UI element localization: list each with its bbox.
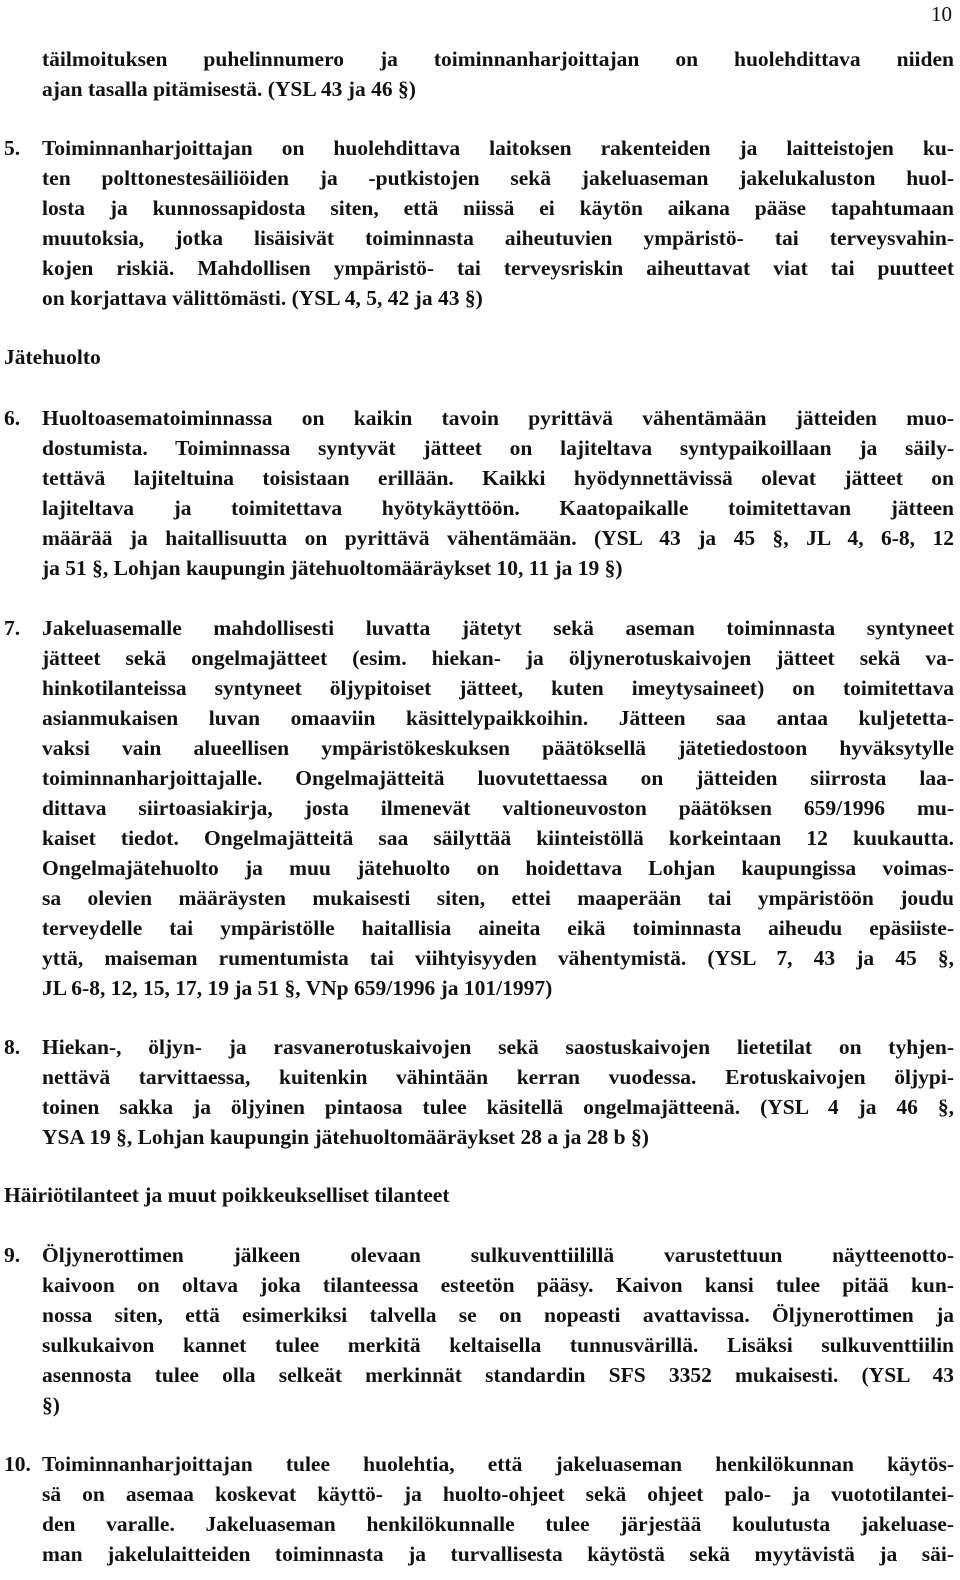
text-line: dostumista. Toiminnassa syntyvät jätteet on lajiteltava syntypaikoillaan ja säily- — [42, 436, 954, 460]
item-number: 5. — [4, 136, 21, 160]
text-line: sulkukaivon kannet tulee merkitä keltaisella tunnusvärillä. Lisäksi sulkuventtiilin — [42, 1333, 954, 1357]
text-line: Toiminnanharjoittajan on huolehdittava laitoksen rakenteiden ja laitteistojen ku- — [42, 136, 954, 160]
text-line: ja 51 §, Lohjan kaupungin jätehuoltomääräykset 10, 11 ja 19 §) — [42, 556, 623, 580]
text-line: toiminnanharjoittajalle. Ongelmajätteitä luovutettaessa on jätteiden siirrosta laa- — [42, 766, 954, 790]
text-line: terveydelle tai ympäristölle haitallisia aineita eikä toiminnasta aiheudu epäsiiste- — [42, 916, 954, 940]
text-line: yttä, maiseman rumentumista tai viihtyisyyden vähentymistä. (YSL 7, 43 ja 45 §, — [42, 946, 954, 970]
text-line: Ongelmajätehuolto ja muu jätehuolto on hoidettava Lohjan kaupungissa voimas- — [42, 856, 954, 880]
text-line: jätteet sekä ongelmajätteet (esim. hiekan- ja öljynerotuskaivojen jätteet sekä va- — [42, 646, 954, 670]
text-line: Öljynerottimen jälkeen olevaan sulkuventtiilillä varustettuun näytteenotto- — [42, 1243, 954, 1267]
section-heading: Jätehuolto — [4, 345, 101, 369]
text-line: Huoltoasematoiminnassa on kaikin tavoin pyrittävä vähentämään jätteiden muo- — [42, 406, 954, 430]
text-line: YSA 19 §, Lohjan kaupungin jätehuoltomääräykset 28 a ja 28 b §) — [42, 1125, 649, 1149]
text-line: hinkotilanteissa syntyneet öljypitoiset jätteet, kuten imeytysaineet) on toimitettava — [42, 676, 954, 700]
text-line: nossa siten, että esimerkiksi talvella se on nopeasti avattavissa. Öljynerottimen ja — [42, 1303, 954, 1327]
text-line: man jakelulaitteiden toiminnasta ja turvallisesta käytöstä sekä myytävistä ja säi- — [42, 1542, 954, 1566]
text-line: losta ja kunnossapidosta siten, että niissä ei käytön aikana pääse tapahtumaan — [42, 196, 954, 220]
page-number: 10 — [931, 2, 952, 26]
text-line: kojen riskiä. Mahdollisen ympäristö- tai terveysriskin aiheuttavat viat tai puutteet — [42, 256, 954, 280]
text-line: kaiset tiedot. Ongelmajätteitä saa säilyttää kiinteistöllä korkeintaan 12 kuukautta. — [42, 826, 954, 850]
item-number: 6. — [4, 406, 21, 430]
text-line: asianmukaisen luvan omaaviin käsittelypaikkoihin. Jätteen saa antaa kuljetetta- — [42, 706, 954, 730]
text-line: den varalle. Jakeluaseman henkilökunnalle tulee järjestää koulutusta jakeluase- — [42, 1512, 954, 1536]
text-line: ajan tasalla pitämisestä. (YSL 43 ja 46 §) — [42, 77, 416, 101]
text-line: ten polttonestesäiliöiden ja -putkistojen sekä jakeluaseman jakelukaluston huol- — [42, 166, 954, 190]
text-line: on korjattava välittömästi. (YSL 4, 5, 42 ja 43 §) — [42, 286, 483, 310]
item-number: 7. — [4, 616, 21, 640]
section-heading: Häiriötilanteet ja muut poikkeukselliset tilanteet — [4, 1183, 450, 1207]
text-line: kaivoon on oltava joka tilanteessa esteetön pääsy. Kaivon kansi tulee pitää kun- — [42, 1273, 954, 1297]
text-line: muutoksia, jotka lisäisivät toiminnasta aiheutuvien ympäristö- tai terveysvahin- — [42, 226, 954, 250]
text-line: dittava siirtoasiakirja, josta ilmenevät valtioneuvoston päätöksen 659/1996 mu- — [42, 796, 954, 820]
text-line: toinen sakka ja öljyinen pintaosa tulee käsitellä ongelmajätteenä. (YSL 4 ja 46 §, — [42, 1095, 954, 1119]
text-line: Hiekan-, öljyn- ja rasvanerotuskaivojen sekä saostuskaivojen lietetilat on tyhjen- — [42, 1035, 954, 1059]
item-number: 9. — [4, 1243, 21, 1267]
text-line: määrää ja haitallisuutta on pyrittävä vähentämään. (YSL 43 ja 45 §, JL 4, 6-8, 12 — [42, 526, 954, 550]
item-number: 8. — [4, 1035, 21, 1059]
item-number: 10. — [4, 1452, 31, 1476]
text-line: nettävä tarvittaessa, kuitenkin vähintään kerran vuodessa. Erotuskaivojen öljypi- — [42, 1065, 954, 1089]
text-line: tettävä lajiteltuina toisistaan erillään. Kaikki hyödynnettävissä olevat jätteet on — [42, 466, 954, 490]
text-line: Jakeluasemalle mahdollisesti luvatta jätetyt sekä aseman toiminnasta syntyneet — [42, 616, 954, 640]
text-line: sa olevien määräysten mukaisesti siten, ettei maaperään tai ympäristöön joudu — [42, 886, 954, 910]
text-line: täilmoituksen puhelinnumero ja toiminnanharjoittajan on huolehdittava niiden — [42, 47, 954, 71]
text-line: sä on asemaa koskevat käyttö- ja huolto-ohjeet sekä ohjeet palo- ja vuototilantei- — [42, 1482, 954, 1506]
text-line: vaksi vain alueellisen ympäristökeskuksen päätöksellä jätetiedostoon hyväksytylle — [42, 736, 954, 760]
text-line: Toiminnanharjoittajan tulee huolehtia, että jakeluaseman henkilökunnan käytös- — [42, 1452, 954, 1476]
text-line: asennosta tulee olla selkeät merkinnät standardin SFS 3352 mukaisesti. (YSL 43 — [42, 1363, 954, 1387]
text-line: JL 6-8, 12, 15, 17, 19 ja 51 §, VNp 659/1996 ja 101/1997) — [42, 976, 553, 1000]
text-line: §) — [42, 1393, 60, 1417]
text-line: lajiteltava ja toimitettava hyötykäyttöön. Kaatopaikalle toimitettavan jätteen — [42, 496, 954, 520]
